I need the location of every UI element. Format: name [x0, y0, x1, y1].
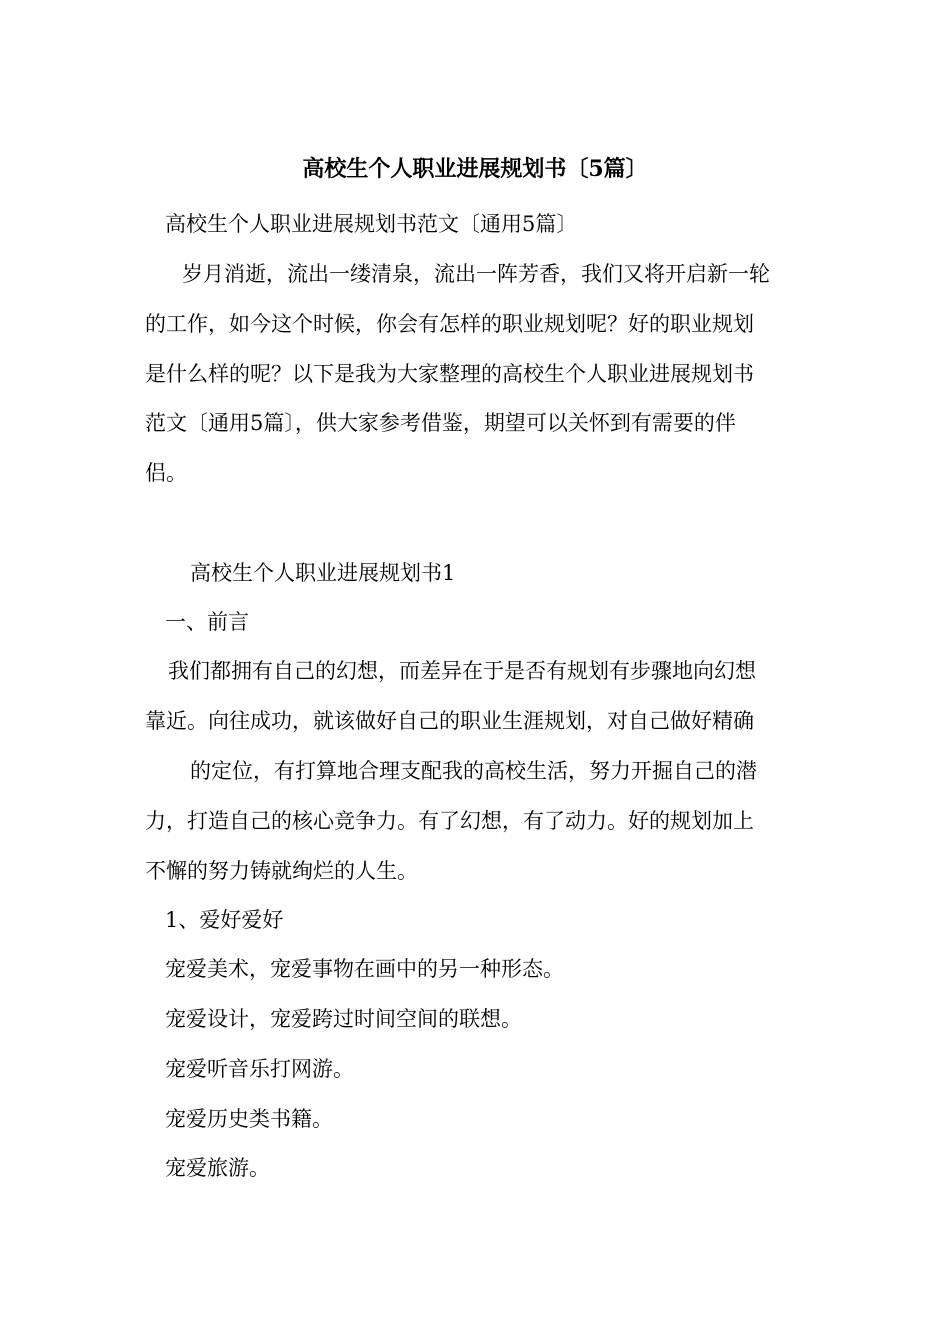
- body-line: 的定位，有打算地合理支配我的高校生活，努力开掘自己的潜: [190, 759, 757, 783]
- intro-line: 范文〔通用5篇〕，供大家参考借鉴，期望可以关怀到有需要的伴: [145, 411, 736, 435]
- list-item: 宠爱听音乐打网游。: [165, 1057, 354, 1081]
- intro-line: 是什么样的呢？以下是我为大家整理的高校生个人职业进展规划书: [145, 362, 754, 386]
- list-item: 宠爱旅游。: [165, 1156, 270, 1180]
- body-line: 靠近。向往成功，就该做好自己的职业生涯规划，对自己做好精确: [145, 709, 754, 733]
- list-item: 宠爱美术，宠爱事物在画中的另一种形态。: [165, 957, 564, 981]
- body-line: 我们都拥有自己的幻想，而差异在于是否有规划有步骤地向幻想: [168, 659, 756, 683]
- intro-line: 的工作，如今这个时候，你会有怎样的职业规划呢？好的职业规划: [145, 312, 754, 336]
- document-subtitle: 高校生个人职业进展规划书范文〔通用5篇〕: [165, 212, 578, 236]
- subsection-heading: 1、爱好爱好: [165, 908, 284, 932]
- body-line: 不懈的努力铸就绚烂的人生。: [145, 859, 418, 883]
- intro-line: 岁月消逝，流出一缕清泉，流出一阵芳香，我们又将开启新一轮: [182, 262, 770, 286]
- part-heading: 一、前言: [165, 610, 249, 634]
- section-heading: 高校生个人职业进展规划书1: [190, 561, 456, 585]
- list-item: 宠爱历史类书籍。: [165, 1107, 333, 1131]
- list-item: 宠爱设计，宠爱跨过时间空间的联想。: [165, 1007, 522, 1031]
- document-title: 高校生个人职业进展规划书〔5篇〕: [302, 156, 648, 182]
- body-line: 力，打造自己的核心竞争力。有了幻想，有了动力。好的规划加上: [145, 809, 754, 833]
- intro-line: 侣。: [145, 461, 187, 485]
